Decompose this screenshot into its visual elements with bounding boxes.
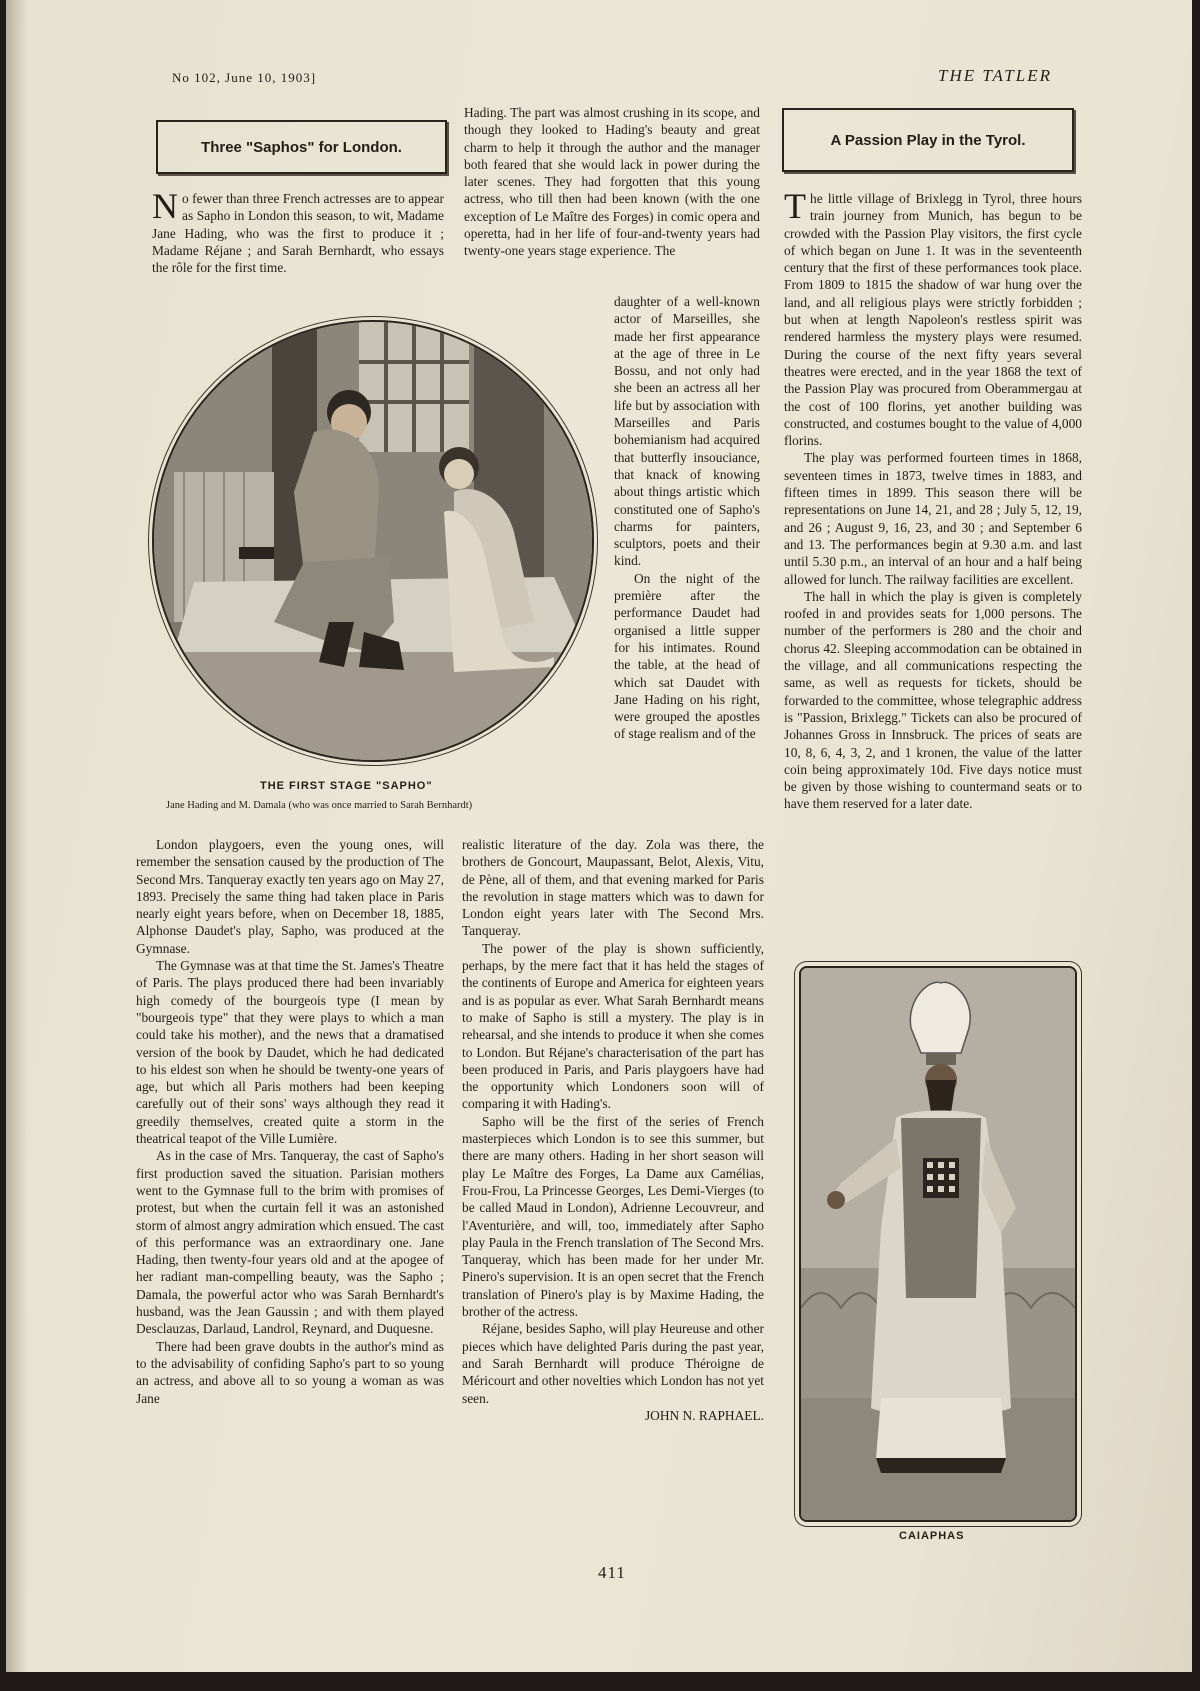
binding-edge — [6, 0, 28, 1672]
article-2-title-box — [782, 108, 1074, 172]
byline: JOHN N. RAPHAEL. — [644, 1407, 764, 1423]
column-2-bottom — [462, 836, 764, 1424]
sapho-stage-photo — [152, 320, 594, 762]
magazine-page — [6, 0, 1192, 1672]
issue-header: No 102, June 10, 1903] — [172, 70, 317, 85]
paragraph: daughter of a well-known actor of Marseilles, she made her first appearance at the age of three in Le Bossu, and not only had she been an actress all her life but by association with Marseilles and Paris bohemianism had acquired that butterfly insouciance, that knack of knowing about things artistic which constituted one of Sapho's charms for painters, sculptors, poets and their kind. — [614, 294, 760, 569]
paragraph: Réjane, besides Sapho, will play Heureuse and other pieces which have delighted Paris during the past year, and Sarah Bernhardt will produce Théroigne de Méricourt and other novelties which London has not yet seen. — [462, 1321, 764, 1406]
paragraph: London playgoers, even the young ones, will remember the sensation caused by the production of The Second Mrs. Tanqueray exactly ten years ago on May 27, 1893. Precisely the same thing had taken place in Paris nearly eight years before, when on December 18, 1885, Alphonse Daudet's play, Sapho, was produced at the Gymnase. — [136, 837, 444, 956]
paragraph: The Gymnase was at that time the St. James's Theatre of Paris. The plays produced there had been invariably high comedy of the bourgeois type (I mean by "bourgeois type" that they were plays to which a man could take his mother), and the news that a dramatised version of the book by Daudet, which he had dedicated to his eldest son when he should be twenty-one years of age, but which all Paris mothers had been keeping carefully out of their sons' ways although they read it greedily themselves, created quite a storm in the theatrical teapot of the Ville Lumière. — [136, 958, 444, 1147]
column-1-bottom — [136, 836, 444, 1407]
stage-scene-illustration — [154, 322, 592, 760]
page-number: 411 — [598, 1563, 626, 1582]
paragraph: There had been grave doubts in the author's mind as to the advisability of confiding Sapho's part to so young an actress, and above all to so young a woman as was Jane — [136, 1338, 444, 1406]
caiaphas-figure-illustration — [801, 968, 1075, 1520]
paragraph: Hading. The part was almost crushing in its scope, and though they looked to Hading's beauty and great charm to help it through the author and the manager both feared that she would lack in power during the later scenes. They had forgotten that this young actress, who till then had been known (with the one exception of Le Maître des Forges) in comic opera and operetta, had in her life of four-and-twenty years had twenty-one years stage experience. The — [464, 105, 760, 259]
paragraph: Sapho will be the first of the series of French masterpieces which London is to see this summer, but there are many others. Hading in her short season will play Le Maître des Forges, La Dame aux Camélias, Frou-Frou, La Princesse Georges, Les Demi-Vierges (to be called Maud in London), Adrienne Lecouvreur, and l'Aventurière, and will, too, immediately after Sapho play Paula in the French translation of The Second Mrs. Tanqueray, which has been made for her under Mr. Pinero's supervision. It is an open secret that the French translation of Pinero's play is by Maxime Hading, the brother of the actress. — [462, 1113, 764, 1320]
paragraph: The hall in which the play is given is completely roofed in and provides seats for 1,000 persons. The number of the performers is 280 and the choir and chorus 42. Sleeping accommodation can be obtained in the village, and all communications respecting the same, as well as requests for tickets, should be forwarded to the committee, whose telegraphic address is "Passion, Brixlegg." Tickets can also be procured of Johannes Gross in Innsbruck. The prices of seats are 10, 8, 6, 4, 3, 2, and 1 kronen, the value of the latter coin being approximately 10d. Five days notice must be given by those wishing to countermand seats or to have them reserved for a later date. — [784, 588, 1082, 812]
article-title: Three "Saphos" for London. — [201, 138, 402, 156]
drop-cap: T — [784, 186, 806, 226]
column-2-top — [464, 104, 760, 260]
column-2-narrow — [614, 293, 760, 743]
photo-caption-subtitle: Jane Hading and M. Damala (who was once married to Sarah Bernhardt) — [166, 800, 473, 811]
paragraph: On the night of the première after the performance Daudet had organised a little supper for his intimates. Round the table, at the head of which sat Daudet with Jane Hading on his right, were grouped the apostles of stage realism and of the — [614, 570, 760, 742]
article-intro — [152, 186, 444, 276]
paragraph: realistic literature of the day. Zola was there, the brothers de Goncourt, Maupassant, Belot, Alexis, Vitu, de Pène, all of them, and that evening marked for Paris the revolution in stage matters which was to dawn for London eight years later with The Second Mrs. Tanqueray. — [462, 837, 764, 939]
drop-cap: N — [152, 186, 178, 226]
article-title-box — [156, 120, 447, 174]
caiaphas-caption: CAIAPHAS — [899, 1530, 965, 1542]
paragraph: As in the case of Mrs. Tanqueray, the cast of Sapho's first production saved the situation. Parisian mothers went to the Gymnase full to the brim with promises of protest, but when the curtain fell it was an astonished storm of almost angry admiration which ensued. The cast of this performance was an extraordinary one. Jane Hading, then twenty-four years old and at the apogee of her radiant man-compelling beauty, was the Sapho ; Damala, the powerful actor who was Sarah Bernhardt's husband, was the Jean Gaussin ; and with them played Desclauzas, Darlaud, Landrol, Reynard, and Duquesne. — [136, 1148, 444, 1337]
photo-caption-title: THE FIRST STAGE "SAPHO" — [260, 780, 433, 792]
publication-name: THE TATLER — [938, 66, 1052, 85]
paragraph: he little village of Brixlegg in Tyrol, three hours train journey from Munich, has begun to be crowded with the Passion Play visitors, the first cycle of which began on June 1. It was in the seventeenth century that the first of these performances took place. From 1809 to 1815 the shadow of war hung over the land, and all religious plays were strictly forbidden ; but when at length Napoleon's restless spirit was rendered harmless the mystery plays were resumed. During the course of the next fifty years several theatres were erected, and in the year 1868 the text of the Passion Play was procured from Oberammergau at the cost of 100 florins, yet another building was constructed, and costumes bought to the value of 4,000 florins. — [784, 191, 1082, 449]
intro-text: o fewer than three French actresses are to appear as Sapho in London this season, to wit, Madame Jane Hading, who was the first to produce it ; Madame Réjane ; and Sarah Bernhardt, who essays the rôle for the first time. — [152, 191, 444, 276]
caiaphas-photo — [799, 966, 1077, 1522]
column-3 — [784, 186, 1082, 813]
article-2-title: A Passion Play in the Tyrol. — [830, 131, 1026, 149]
paragraph: The play was performed fourteen times in 1868, seventeen times in 1873, twelve times in 1883, and fifteen times in 1899. This season there will be representations on June 14, 21, and 28 ; July 5, 12, 19, and 26 ; August 9, 16, 23, and 30 ; and September 6 and 13. The performances begin at 9.30 a.m. and last until 5.30 p.m., an interval of an hour and a half being allowed for lunch. The railway facilities are excellent. — [784, 450, 1082, 587]
paragraph: The power of the play is shown sufficiently, perhaps, by the mere fact that it has held the stages of the continents of Europe and America for eighteen years and is as popular as ever. What Sarah Bernhardt means to make of Sapho is still a mystery. The play is in rehearsal, and she intends to produce it when she comes to London. But Réjane's characterisation of the part has been produced in Paris, and Paris playgoers have had the opportunity which Londoners soon will of comparing it with Hading's. — [462, 940, 764, 1112]
